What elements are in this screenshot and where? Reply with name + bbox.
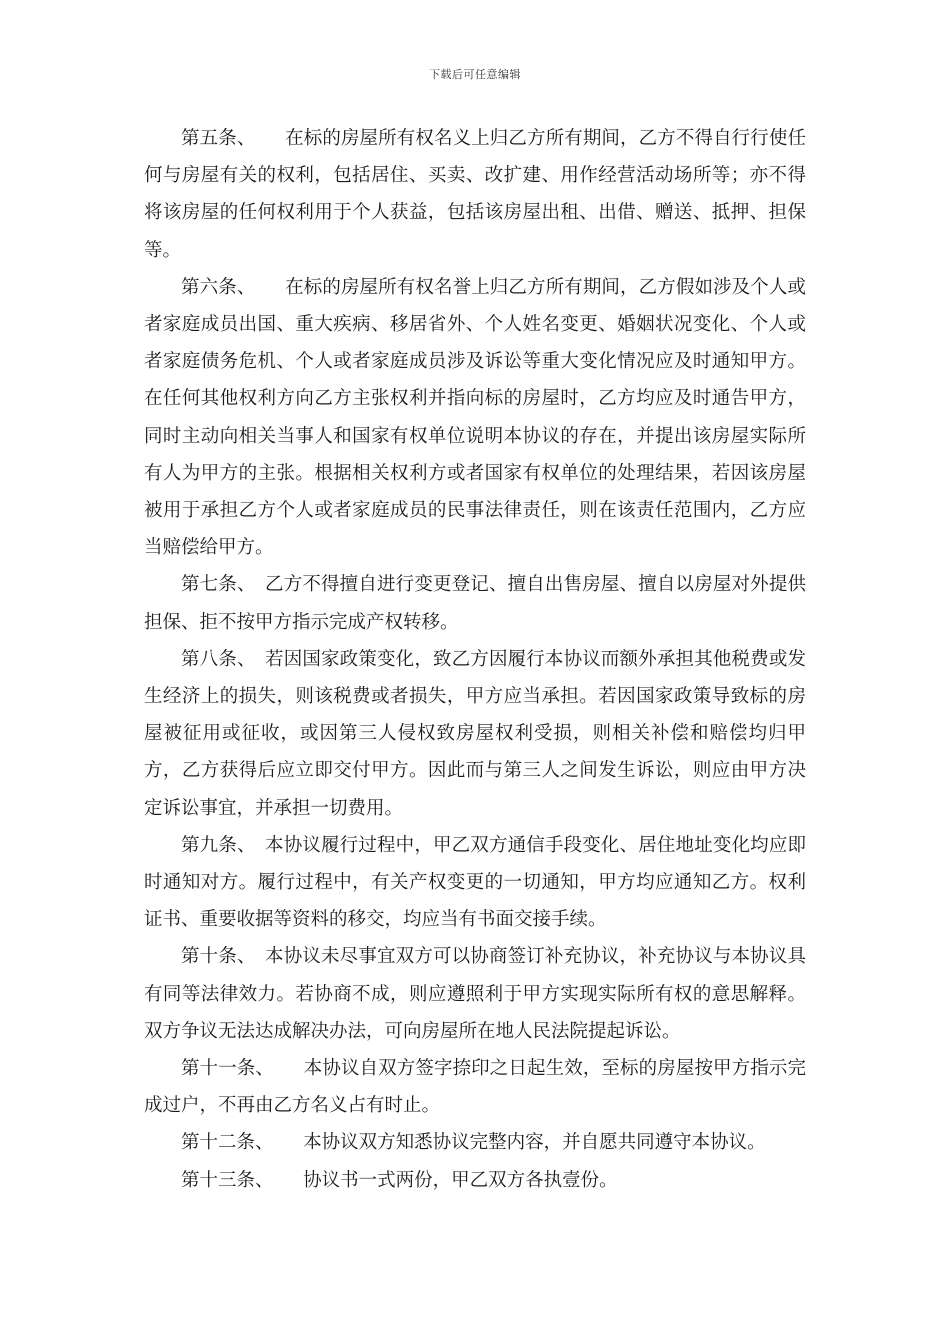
article-8: [144, 641, 806, 827]
article-label: 第十二条、: [181, 1132, 274, 1154]
article-11: [144, 1050, 806, 1124]
article-7: [144, 566, 806, 640]
article-text: 乙方不得擅自进行变更登记、擅自出售房屋、擅自以房屋对外提供担保、拒不按甲方指示完成产权转移。: [144, 574, 806, 633]
article-5: [144, 120, 806, 269]
article-9: [144, 827, 806, 939]
article-text: 本协议未尽事宜双方可以协商签订补充协议，补充协议与本协议具有同等法律效力。若协商不成，则应遵照利于甲方实现实际所有权的意思解释。双方争议无法达成解决办法，可向房屋所在地人民法院提起诉讼。: [144, 946, 806, 1042]
article-text: 本协议双方知悉协议完整内容，并自愿共同遵守本协议。: [303, 1132, 766, 1154]
article-label: 第十条、: [181, 946, 256, 968]
article-13: [144, 1162, 806, 1199]
article-label: 第八条、: [181, 648, 256, 670]
page-header: 下载后可任意编辑: [429, 68, 521, 81]
article-label: 第十一条、: [181, 1058, 275, 1080]
article-label: 第六条、: [181, 276, 256, 298]
article-label: 第九条、: [181, 834, 256, 856]
article-text: 本协议自双方签字捺印之日起生效，至标的房屋按甲方指示完成过户，不再由乙方名义占有时止。: [144, 1058, 806, 1117]
article-6: [144, 269, 806, 567]
article-12: [144, 1124, 806, 1161]
article-label: 第十三条、: [181, 1169, 274, 1191]
article-10: [144, 938, 806, 1050]
article-text: 本协议履行过程中，甲乙双方通信手段变化、居住地址变化均应即时通知对方。履行过程中，有关产权变更的一切通知，甲方均应通知乙方。权利证书、重要收据等资料的移交，均应当有书面交接手续。: [144, 834, 806, 931]
article-text: 在标的房屋所有权名义上归乙方所有期间，乙方不得自行行使任何与房屋有关的权利，包括居住、买卖、改扩建、用作经营活动场所等；亦不得将该房屋的任何权利用于个人获益，包括该房屋出租、出借、赠送、抵押、担保等。: [144, 128, 806, 261]
article-text: 若因国家政策变化，致乙方因履行本协议而额外承担其他税费或发生经济上的损失，则该税费或者损失，甲方应当承担。若因国家政策导致标的房屋被征用或征收，或因第三人侵权致房屋权利受损，则相关补偿和赔偿均归甲方，乙方获得后应立即交付甲方。因此而与第三人之间发生诉讼，则应由甲方决定诉讼事宜，并承担一切费用。: [144, 648, 806, 819]
article-label: 第五条、: [181, 128, 256, 149]
article-text: 在标的房屋所有权名誉上归乙方所有期间，乙方假如涉及个人或者家庭成员出国、重大疾病、移居省外、个人姓名变更、婚姻状况变化、个人或者家庭债务危机、个人或者家庭成员涉及诉讼等重大变化情况应及时通知甲方。在任何其他权利方向乙方主张权利并指向标的房屋时，乙方均应及时通告甲方，同时主动向相关当事人和国家有权单位说明本协议的存在，并提出该房屋实际所有人为甲方的主张。根据相关权利方或者国家有权单位的处理结果，若因该房屋被用于承担乙方个人或者家庭成员的民事法律责任，则在该责任范围内，乙方应当赔偿给甲方。: [144, 276, 806, 559]
document-body: [144, 120, 806, 1199]
article-text: 协议书一式两份，甲乙双方各执壹份。: [303, 1169, 618, 1191]
article-label: 第七条、: [181, 574, 256, 596]
